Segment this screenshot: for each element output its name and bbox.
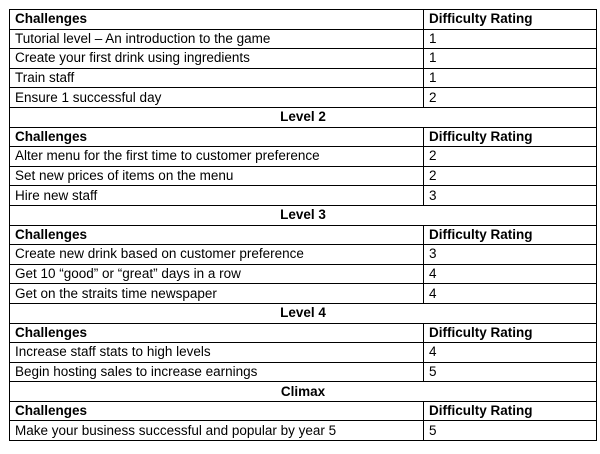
challenge-cell: Hire new staff <box>10 186 424 206</box>
section-title-row <box>10 107 597 127</box>
table-row <box>10 284 597 304</box>
table-row <box>10 343 597 363</box>
challenge-cell: Increase staff stats to high levels <box>10 343 424 363</box>
section-title-row <box>10 382 597 402</box>
rating-cell: 1 <box>424 29 597 49</box>
table-row <box>10 245 597 265</box>
challenges-table <box>9 9 597 441</box>
section-title-row <box>10 303 597 323</box>
section-title-level-4: Level 4 <box>10 303 597 323</box>
rating-cell: 5 <box>424 421 597 441</box>
difficulty-rating-header: Difficulty Rating <box>424 10 597 30</box>
header-row <box>10 401 597 421</box>
challenge-cell: Set new prices of items on the menu <box>10 166 424 186</box>
difficulty-rating-header: Difficulty Rating <box>424 225 597 245</box>
challenge-cell: Tutorial level – An introduction to the game <box>10 29 424 49</box>
rating-cell: 2 <box>424 166 597 186</box>
table-row <box>10 88 597 108</box>
header-row <box>10 10 597 30</box>
table-row <box>10 186 597 206</box>
challenge-cell: Begin hosting sales to increase earnings <box>10 362 424 382</box>
section-title-level-2: Level 2 <box>10 107 597 127</box>
challenge-cell: Get 10 “good” or “great” days in a row <box>10 264 424 284</box>
challenges-header: Challenges <box>10 10 424 30</box>
challenge-cell: Create your first drink using ingredients <box>10 49 424 69</box>
header-row <box>10 323 597 343</box>
rating-cell: 3 <box>424 186 597 206</box>
rating-cell: 1 <box>424 68 597 88</box>
challenges-header: Challenges <box>10 323 424 343</box>
rating-cell: 4 <box>424 264 597 284</box>
section-title-climax: Climax <box>10 382 597 402</box>
table-row <box>10 421 597 441</box>
challenges-header: Challenges <box>10 127 424 147</box>
difficulty-rating-header: Difficulty Rating <box>424 127 597 147</box>
difficulty-rating-header: Difficulty Rating <box>424 401 597 421</box>
table-row <box>10 29 597 49</box>
challenge-cell: Create new drink based on customer preference <box>10 245 424 265</box>
rating-cell: 4 <box>424 284 597 304</box>
challenge-cell: Get on the straits time newspaper <box>10 284 424 304</box>
table-row <box>10 68 597 88</box>
table-row <box>10 264 597 284</box>
rating-cell: 4 <box>424 343 597 363</box>
section-title-level-3: Level 3 <box>10 205 597 225</box>
challenges-table-body <box>10 10 597 441</box>
difficulty-rating-header: Difficulty Rating <box>424 323 597 343</box>
section-title-row <box>10 205 597 225</box>
rating-cell: 3 <box>424 245 597 265</box>
rating-cell: 2 <box>424 147 597 167</box>
challenges-header: Challenges <box>10 401 424 421</box>
header-row <box>10 127 597 147</box>
table-row <box>10 147 597 167</box>
challenges-header: Challenges <box>10 225 424 245</box>
table-row <box>10 362 597 382</box>
challenge-cell: Alter menu for the first time to customer preference <box>10 147 424 167</box>
rating-cell: 1 <box>424 49 597 69</box>
table-row <box>10 166 597 186</box>
rating-cell: 2 <box>424 88 597 108</box>
challenge-cell: Train staff <box>10 68 424 88</box>
table-row <box>10 49 597 69</box>
challenge-cell: Make your business successful and popular by year 5 <box>10 421 424 441</box>
challenge-cell: Ensure 1 successful day <box>10 88 424 108</box>
rating-cell: 5 <box>424 362 597 382</box>
header-row <box>10 225 597 245</box>
